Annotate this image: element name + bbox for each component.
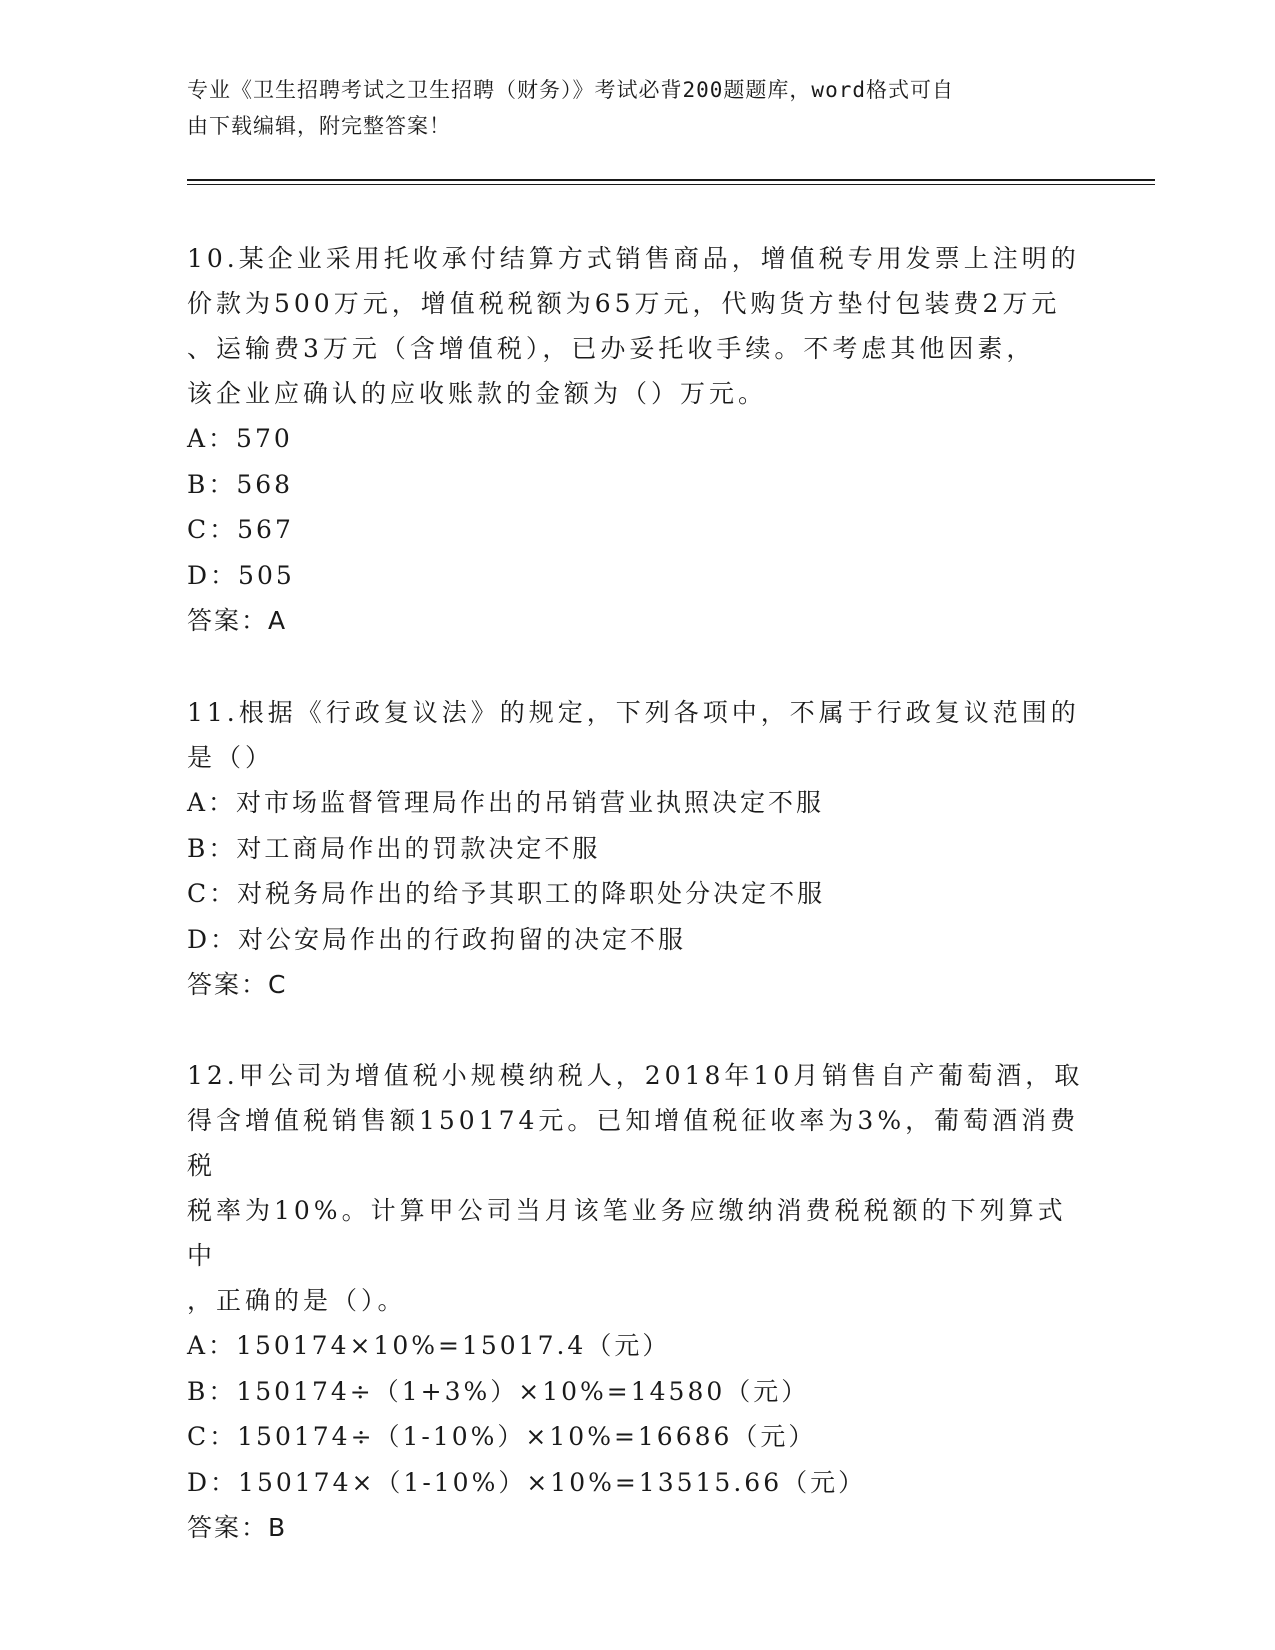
question-stem-line: 税率为10%。计算甲公司当月该笔业务应缴纳消费税税额的下列算式中 xyxy=(187,1196,1067,1270)
option-d: D：505 xyxy=(187,560,295,590)
option-b: B：150174÷（1+3%）×10%=14580（元） xyxy=(187,1376,810,1406)
question-stem-line: 10.某企业采用托收承付结算方式销售商品，增值税专用发票上注明的 xyxy=(187,244,1080,273)
option-a: A：150174×10%=15017.4（元） xyxy=(187,1331,671,1360)
document-header xyxy=(187,72,1067,144)
option-b: B：568 xyxy=(187,469,294,499)
question-stem-line: 该企业应确认的应收账款的金额为（）万元。 xyxy=(187,379,768,408)
question-10 xyxy=(187,236,1087,643)
header-divider-thin xyxy=(187,184,1155,185)
header-line-1: 专业《卫生招聘考试之卫生招聘（财务）》考试必背200题题库，word格式可自 xyxy=(187,78,954,102)
option-a: A：对市场监督管理局作出的吊销营业执照决定不服 xyxy=(187,788,825,817)
option-d: D：对公安局作出的行政拘留的决定不服 xyxy=(187,924,687,954)
option-b: B：对工商局作出的罚款决定不服 xyxy=(187,833,601,863)
question-stem-line: 12.甲公司为增值税小规模纳税人，2018年10月销售自产葡萄酒，取 xyxy=(187,1061,1084,1090)
question-12 xyxy=(187,1053,1087,1550)
question-11 xyxy=(187,690,1087,1007)
option-a: A：570 xyxy=(187,424,293,453)
option-c: C：150174÷（1-10%）×10%=16686（元） xyxy=(187,1422,817,1451)
question-stem-line: 、运输费3万元（含增值税），已办妥托收手续。不考虑其他因素， xyxy=(187,334,1036,363)
option-c: C：567 xyxy=(187,515,294,544)
question-stem-line: ，正确的是（）。 xyxy=(187,1286,407,1315)
option-c: C：对税务局作出的给予其职工的降职处分决定不服 xyxy=(187,879,826,908)
question-stem-line: 价款为500万元，增值税税额为65万元，代购货方垫付包装费2万元 xyxy=(187,289,1061,318)
answer-line: 答案：B xyxy=(187,1513,288,1542)
header-divider-thick xyxy=(187,179,1155,181)
answer-line: 答案：A xyxy=(187,606,288,635)
option-d: D：150174×（1-10%）×10%=13515.66（元） xyxy=(187,1467,867,1497)
question-stem-line: 得含增值税销售额150174元。已知增值税征收率为3%，葡萄酒消费税 xyxy=(187,1106,1080,1180)
question-stem-line: 11.根据《行政复议法》的规定，下列各项中，不属于行政复议范围的 xyxy=(187,698,1080,727)
question-stem-line: 是（） xyxy=(187,743,275,772)
header-line-2: 由下载编辑，附完整答案！ xyxy=(187,114,451,138)
answer-line: 答案：C xyxy=(187,970,288,999)
